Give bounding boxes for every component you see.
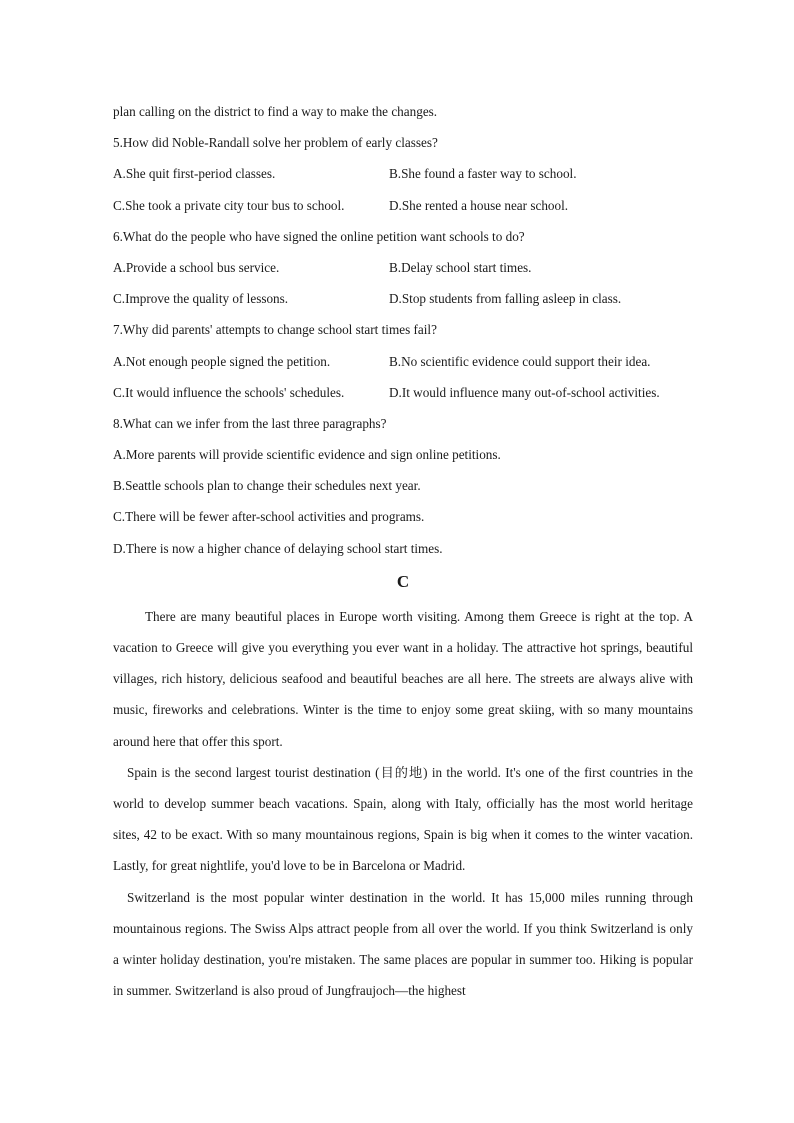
section-c-paragraph-greece: There are many beautiful places in Europe worth visiting. Among them Greece is right at the top. A vacation to Greece will give you everything you ever want in a holiday. The attractive hot springs, beautiful villages, rich history, delicious seafood and beautiful beaches are all here. The streets are always alive with music, fireworks and celebrations. Winter is the time to enjoy some great skiing, with so many mountains around here that offer this sport. xyxy=(113,608,693,749)
question-6-option-a: A.Provide a school bus service. xyxy=(113,259,280,275)
question-6-options-row-2 xyxy=(113,283,693,314)
question-7-option-d: D.It would influence many out-of-school activities. xyxy=(389,384,660,400)
question-5-option-b: B.She found a faster way to school. xyxy=(389,166,577,182)
question-6-option-b: B.Delay school start times. xyxy=(389,259,532,275)
question-5-options-row-1 xyxy=(113,158,693,189)
question-6-option-d: D.Stop students from falling asleep in class. xyxy=(389,291,622,307)
section-c-paragraph-switzerland: Switzerland is the most popular winter destination in the world. It has 15,000 miles running through mountainous regions. The Swiss Alps attract people from all over the world. If you think Switzerland is only a winter holiday destination, you're mistaken. The same places are popular in summer too. Hiking is popular in summer. Switzerland is also proud of Jungfraujoch—the highest xyxy=(113,889,693,999)
question-6-options-row-1 xyxy=(113,252,693,283)
question-5-option-a: A.She quit first-period classes. xyxy=(113,166,276,182)
question-5-options-row-2 xyxy=(113,190,693,221)
question-8-option-a: A.More parents will provide scientific evidence and sign online petitions. xyxy=(113,447,501,463)
section-c-paragraph-spain: Spain is the second largest tourist destination (目的地) in the world. It's one of the first countries in the world to develop summer beach vacations. Spain, along with Italy, officially has the most world heritage sites, 42 to be exact. With so many mountainous regions, Spain is big when it comes to the winter vacation. Lastly, for great nightlife, you'd love to be in Barcelona or Madrid. xyxy=(113,764,693,874)
question-7-option-a: A.Not enough people signed the petition. xyxy=(113,353,331,369)
question-7-options-row-1 xyxy=(113,346,693,377)
section-c-title: C xyxy=(396,571,410,591)
question-8-option-b: B.Seattle schools plan to change their schedules next year. xyxy=(113,478,421,494)
question-7-option-c: C.It would influence the schools' schedules. xyxy=(113,384,345,400)
question-7-stem: 7.Why did parents' attempts to change school start times fail? xyxy=(113,322,437,338)
question-5-option-d: D.She rented a house near school. xyxy=(389,197,569,213)
continued-line: plan calling on the district to find a way to make the changes. xyxy=(113,104,438,119)
question-7-option-b: B.No scientific evidence could support their idea. xyxy=(389,353,651,369)
question-6-stem: 6.What do the people who have signed the online petition want schools to do? xyxy=(113,228,525,244)
question-5-option-c: C.She took a private city tour bus to school. xyxy=(113,197,345,213)
question-8-stem: 8.What can we infer from the last three paragraphs? xyxy=(113,415,387,431)
question-8-option-d: D.There is now a higher chance of delaying school start times. xyxy=(113,540,443,556)
question-6-option-c: C.Improve the quality of lessons. xyxy=(113,291,289,307)
question-7-options-row-2 xyxy=(113,377,693,408)
question-8-option-c: C.There will be fewer after-school activities and programs. xyxy=(113,509,425,525)
document-page xyxy=(113,96,693,1006)
question-5-stem: 5.How did Noble-Randall solve her problem of early classes? xyxy=(113,135,438,151)
